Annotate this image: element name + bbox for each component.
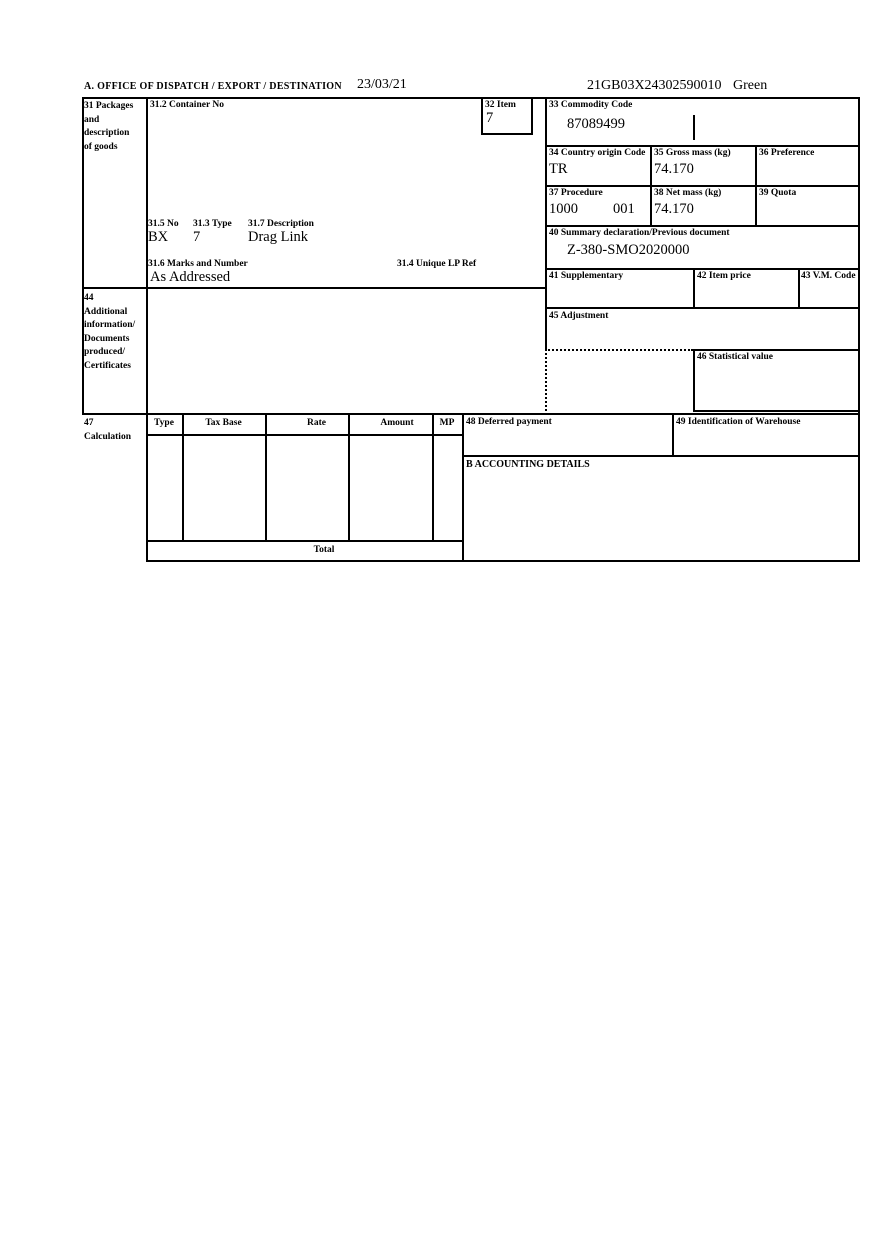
form-dotted-line [545, 349, 547, 411]
box48-deferred-payment-label: 48 Deferred payment [466, 417, 552, 427]
box40-summary-label: 40 Summary declaration/Previous document [549, 228, 730, 238]
form-line [798, 268, 800, 307]
box33-commodity-value: 87089499 [567, 116, 625, 132]
form-line [481, 97, 483, 133]
box41-supplementary-label: 41 Supplementary [549, 271, 624, 281]
form-line [462, 413, 464, 562]
form-line [82, 413, 860, 415]
box49-warehouse-label: 49 Identification of Warehouse [676, 417, 801, 427]
form-line [693, 268, 695, 307]
box31-4-lp-ref-label: 31.4 Unique LP Ref [397, 259, 477, 269]
form-line [146, 97, 148, 562]
calc-col-type: Type [154, 418, 174, 428]
office-of-dispatch-title: A. OFFICE OF DISPATCH / EXPORT / DESTINATION [84, 81, 342, 92]
box31-5-no-value: BX [148, 229, 169, 245]
box37-procedure-value1: 1000 [549, 201, 578, 217]
movement-reference: 21GB03X24302590010 [587, 78, 722, 93]
calc-col-tax-base: Tax Base [205, 418, 242, 428]
box37-procedure-label: 37 Procedure [549, 188, 603, 198]
form-line [545, 307, 860, 309]
routing-status: Green [733, 78, 768, 93]
box35-gross-mass-label: 35 Gross mass (kg) [654, 148, 731, 158]
form-line [182, 413, 184, 540]
form-line [462, 455, 860, 457]
form-line [693, 410, 860, 412]
box36-preference-label: 36 Preference [759, 148, 815, 158]
form-line [672, 413, 674, 455]
calc-total-label: Total [313, 545, 335, 555]
box34-country-value: TR [549, 161, 568, 177]
box31-7-description-value: Drag Link [248, 229, 308, 245]
box31-6-marks-label: 31.6 Marks and Number [148, 259, 248, 269]
box44-additional-info-label: 44 Additional information/ Documents produced/ Certificates [84, 293, 136, 371]
box31-3-type-value: 7 [193, 229, 201, 245]
form-line [146, 560, 860, 562]
box31-2-container-label: 31.2 Container No [150, 100, 224, 110]
box31-packages-label: 31 Packages and description of goods [84, 101, 134, 152]
form-line [265, 413, 267, 540]
form-line [146, 434, 462, 436]
box34-country-label: 34 Country origin Code [549, 148, 646, 158]
box31-6-marks-value: As Addressed [150, 269, 231, 285]
form-line [693, 349, 695, 410]
box31-5-no-label: 31.5 No [148, 219, 179, 229]
commodity-code-separator [693, 115, 695, 140]
form-line [545, 97, 547, 349]
form-line [432, 413, 434, 540]
box42-item-price-label: 42 Item price [697, 271, 751, 281]
box32-item-label: 32 Item [485, 100, 516, 110]
form-line [82, 287, 545, 289]
form-dotted-line [545, 349, 693, 351]
box40-summary-value: Z-380-SMO2020000 [567, 242, 690, 258]
box43-vm-code-label: 43 V.M. Code [801, 271, 856, 281]
box38-net-mass-value: 74.170 [654, 201, 694, 217]
box46-statistical-value-label: 46 Statistical value [697, 352, 773, 362]
box31-7-description-label: 31.7 Description [248, 219, 314, 229]
box45-adjustment-label: 45 Adjustment [549, 311, 609, 321]
form-line [146, 540, 462, 542]
boxB-accounting-details-label: B ACCOUNTING DETAILS [466, 459, 590, 470]
box35-gross-mass-value: 74.170 [654, 161, 694, 177]
form-line [755, 145, 757, 225]
box39-quota-label: 39 Quota [759, 188, 797, 198]
form-line [481, 133, 533, 135]
calc-col-amount: Amount [380, 418, 414, 428]
calc-col-mp: MP [439, 418, 455, 428]
box33-commodity-label: 33 Commodity Code [549, 100, 633, 110]
box31-3-type-label: 31.3 Type [193, 219, 232, 229]
form-line [858, 97, 860, 562]
form-line [545, 225, 860, 227]
form-line [545, 145, 860, 147]
box47-calculation-label: 47 Calculation [84, 418, 131, 442]
box38-net-mass-label: 38 Net mass (kg) [654, 188, 722, 198]
form-line [82, 97, 860, 99]
form-line [348, 413, 350, 540]
box32-item-value: 7 [486, 110, 494, 126]
calc-col-rate: Rate [307, 418, 326, 428]
form-line [650, 145, 652, 225]
form-line [545, 185, 860, 187]
form-line [545, 268, 860, 270]
box37-procedure-value2: 001 [613, 201, 635, 217]
declaration-date: 23/03/21 [357, 77, 407, 92]
form-line [531, 97, 533, 133]
form-line [693, 349, 860, 351]
